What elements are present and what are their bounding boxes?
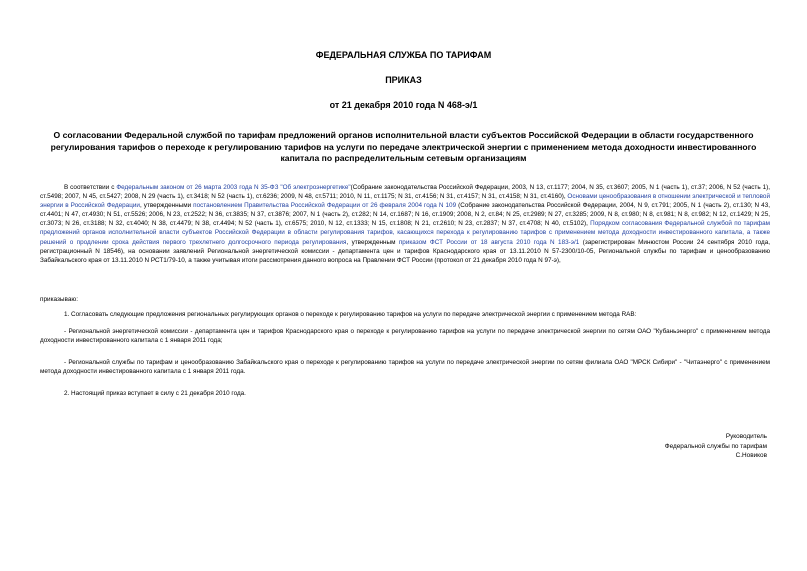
document-type: ПРИКАЗ	[385, 75, 422, 85]
link-federal-law[interactable]: Федеральным законом от 26 марта 2003 года N 35-ФЗ "Об электроэнергетике"	[116, 184, 351, 191]
order-item-2: 2. Настоящий приказ вступает в силу с 21 декабря 2010 года.	[64, 390, 246, 397]
preamble-text-5: , утвержденным	[346, 238, 399, 246]
signature-name: С.Новиков	[735, 452, 767, 460]
organization-heading: ФЕДЕРАЛЬНАЯ СЛУЖБА ПО ТАРИФАМ	[315, 50, 492, 60]
preamble-text-2: (Собрание законодательства Российской Федерации, 2003, N 13, ст.1177; 2004, N 35, ст.3607; 2005, N 1 (часть 1), ст.37; 2006, N 52 (часть 1), ст.5498; 2007, N 45, ст.5427; 2008, N 29 (часть 1), ст.3418; N 52 (часть 1), ст.6236; 2009, N 48, ст.5711; 2010, N 11, ст.1175; N 31, ст.4156; N 31, ст.4157; N 31, ст.4158; N 31, ст.4160),	[40, 184, 770, 201]
document-date: от 21 декабря 2010 года N 468-э/1	[329, 100, 478, 110]
link-fst-order[interactable]: приказом ФСТ России от 18 августа 2010 года N 183-э/1	[398, 238, 580, 246]
link-government-resolution[interactable]: постановлением Правительства Российской Федерации от 26 февраля 2004 года N 109	[193, 202, 457, 210]
signature-title: Руководитель	[725, 433, 767, 440]
order-subitem-zabaikalsky: - Региональной службы по тарифам и ценообразованию Забайкальского края о переходе к регулированию тарифов на услуги по передаче электрической энергии по сетям филиала ОАО "МРСК Сибири" - "Читаэнерго" с применением метода доходности инвестированного капитала с 1 января 2011 года.	[40, 359, 770, 376]
document-subject: О согласовании Федеральной службой по тарифам предложений органов исполнительной власти субъектов Российской Федерации в области государственного регулирования тарифов о переходе к регулированию тарифов на услуги по передаче электрической энергии с применением метода доходности инвестированного капитала по распределительным сетевым организациям	[50, 130, 757, 163]
preamble-paragraph	[40, 183, 770, 265]
preamble-text-4: (Собрание законодательства Российской Федерации, 2004, N 9, ст.791; 2005, N 1 (часть 2), ст.130; N 43, ст.4401; N 47, ст.4930; N 51, ст.5526; 2006, N 23, ст.2522; N 36, ст.3835; N 37, ст.3876; 2007, N 1 (часть 2), ст.282; N 14, ст.1687; N 16, ст.1909; 2008, N 2, ст.84; N 25, ст.2989; N 27, ст.3285; 2009, N 8, ст.980; N 8, ст.981; N 8, ст.982; N 12, ст.1429; N 25, ст.3073; N 26, ст.3188; N 32, ст.4040; N 38, ст.4479; N 38, ст.4494; N 52 (часть 1), ст.6575; 2010, N 12, ст.1333; N 15, ст.1808; N 21, ст.2610; N 23, ст.2837; N 37, ст.4708; N 40, ст.5102),	[40, 202, 771, 228]
order-item-1: 1. Согласовать следующие предложения региональных регулирующих органов о переходе к регулированию тарифов на услуги по передаче электрической энергии с применением метода RAB:	[64, 311, 637, 318]
signature-organization: Федеральной службы по тарифам	[664, 442, 767, 450]
link-pricing-basics[interactable]: Основами ценообразования в отношении электрической и тепловой энергии в Российской Федерации	[40, 193, 770, 210]
preamble-text-1: В соответствии с	[64, 184, 117, 191]
order-word: приказываю:	[40, 296, 78, 303]
signature-block	[665, 432, 767, 461]
preamble-text-3: , утвержденными	[139, 202, 194, 210]
order-subitem-krasnodar: - Региональной энергетической комиссии - департамента цен и тарифов Краснодарского края о переходе к регулированию тарифов на услуги по передаче электрической энергии по сетям ОАО "Кубаньэнерго" с применением метода доходности инвестированного капитала с 1 января 2011 года;	[40, 328, 770, 345]
link-approval-procedure[interactable]: Порядком согласования Федеральной службой по тарифам предложений органов исполнительной власти субъектов Российской Федерации в области регулирования тарифов, касающихся перехода к регулированию тарифов с применением метода доходности инвестированного капитала, а также решений о продлении срока действия первого трехлетнего долгосрочного периода регулирования	[40, 220, 770, 246]
preamble-text-6: (зарегистрирован Минюстом России 24 сентября 2010 года, регистрационный N 18546), на основании заявлений Региональной энергетической комиссии - департамента цен и тарифов Краснодарского края от 13.11.2010 N 57-2300/10-05, Региональной службы по тарифам и ценообразованию Забайкальского края от 13.11.2010 N РСТ1/79-10, а также учитывая итоги рассмотрения данного вопроса на Правлении ФСТ России (протокол от 21 декабря 2010 года N 97-э),	[40, 238, 771, 264]
